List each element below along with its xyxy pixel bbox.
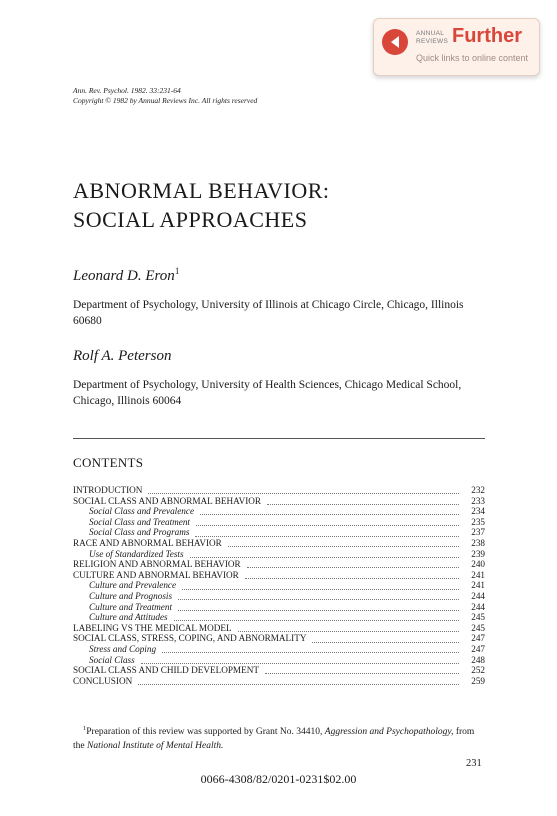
toc-entry[interactable] <box>73 612 485 623</box>
citation-journal: Ann. Rev. Psychol. 1982. 33:231-64 <box>73 86 181 95</box>
footnote-text-a: Preparation of this review was supported by Grant No. 34410, <box>86 727 325 738</box>
toc-leader-dots <box>182 582 459 590</box>
toc-entry-label: Use of Standardized Tests <box>89 548 184 559</box>
toc-entry[interactable] <box>73 496 485 507</box>
toc-entry-label: Social Class and Programs <box>89 527 190 538</box>
toc-entry[interactable] <box>73 517 485 528</box>
toc-leader-dots <box>247 560 459 568</box>
banner-annual-text: ANNUAL <box>416 30 445 37</box>
toc-entry-label: INTRODUCTION <box>73 485 143 495</box>
toc-entry[interactable] <box>73 485 485 496</box>
toc-entry[interactable] <box>73 644 485 655</box>
toc-leader-dots <box>228 539 459 547</box>
author-1 <box>73 266 179 285</box>
toc-entry[interactable] <box>73 655 485 666</box>
toc-entry[interactable] <box>73 591 485 602</box>
toc-entry-page: 238 <box>471 537 485 548</box>
toc-leader-dots <box>178 603 459 611</box>
toc-entry-page: 235 <box>471 516 485 527</box>
toc-leader-dots <box>190 550 459 558</box>
toc-entry-page: 234 <box>471 506 485 517</box>
toc-leader-dots <box>178 592 459 600</box>
toc-entry-label: SOCIAL CLASS, STRESS, COPING, AND ABNORMALITY <box>73 633 307 644</box>
footnote-text-b: from the <box>73 727 475 752</box>
toc-entry[interactable] <box>73 527 485 538</box>
toc-entry-page: 245 <box>471 612 485 623</box>
toc-entry-label: SOCIAL CLASS AND CHILD DEVELOPMENT <box>73 665 259 676</box>
toc-entry[interactable] <box>73 570 485 581</box>
footnote-mark: 1 <box>83 725 87 732</box>
toc-entry[interactable] <box>73 549 485 560</box>
page-number: 231 <box>466 758 482 769</box>
toc-entry-page: 240 <box>471 559 485 570</box>
toc-leader-dots <box>162 645 459 653</box>
toc-entry-label: Social Class and Treatment <box>89 516 190 527</box>
author-2 <box>73 348 171 365</box>
banner-small-label <box>416 30 448 46</box>
toc-entry[interactable] <box>73 580 485 591</box>
toc-entry-page: 245 <box>471 622 485 633</box>
toc-entry-label: CONCLUSION <box>73 675 133 686</box>
toc-entry-label: Culture and Treatment <box>89 601 173 612</box>
toc-entry-page: 244 <box>471 601 485 612</box>
toc-leader-dots <box>141 656 459 664</box>
toc-entry-label: LABELING VS THE MEDICAL MODEL <box>73 622 232 633</box>
toc-entry[interactable] <box>73 665 485 676</box>
citation-copyright: Copyright © 1982 by Annual Reviews Inc. All rights reserved <box>73 96 258 105</box>
toc-entry-label: RACE AND ABNORMAL BEHAVIOR <box>73 537 222 548</box>
contents-heading: CONTENTS <box>73 455 144 470</box>
toc-entry[interactable] <box>73 633 485 644</box>
toc-entry[interactable] <box>73 623 485 634</box>
toc-entry-label: RELIGION AND ABNORMAL BEHAVIOR <box>73 559 241 570</box>
toc-entry-label: Culture and Prognosis <box>89 590 173 601</box>
toc-entry-label: CULTURE AND ABNORMAL BEHAVIOR <box>73 569 239 580</box>
article-code: 0066-4308/82/0201-0231$02.00 <box>200 772 357 786</box>
toc-entry-label: Culture and Attitudes <box>89 612 168 623</box>
toc-leader-dots <box>174 613 459 621</box>
table-of-contents <box>73 485 485 686</box>
toc-entry[interactable] <box>73 506 485 517</box>
toc-entry-page: 244 <box>471 590 485 601</box>
toc-entry-label: Social Class <box>89 654 135 665</box>
article-title <box>73 176 330 234</box>
toc-entry-page: 248 <box>471 654 485 665</box>
citation <box>73 86 257 106</box>
title-line-2: SOCIAL APPROACHES <box>73 207 308 232</box>
toc-entry-label: Culture and Prevalence <box>89 580 177 591</box>
toc-leader-dots <box>265 666 459 674</box>
banner-reviews-text: REVIEWS <box>416 38 449 45</box>
toc-entry-page: 247 <box>471 643 485 654</box>
toc-entry-page: 237 <box>471 527 485 538</box>
footnote-mark: 1 <box>174 266 180 276</box>
toc-entry-page: 259 <box>471 675 485 686</box>
toc-entry-page: 241 <box>471 569 485 580</box>
toc-leader-dots <box>312 635 459 643</box>
toc-entry-page: 239 <box>471 548 485 559</box>
toc-entry[interactable] <box>73 559 485 570</box>
toc-entry-page: 247 <box>471 633 485 644</box>
footnote-italic-b: National Institute of Mental Health. <box>86 741 224 752</box>
author-name: Leonard D. Eron <box>73 268 175 284</box>
toc-entry[interactable] <box>73 676 485 687</box>
footnote <box>73 722 485 753</box>
toc-leader-dots <box>238 624 459 632</box>
toc-entry-label: Social Class and Prevalence <box>89 506 195 517</box>
toc-leader-dots <box>245 571 459 579</box>
banner-further-text: Further <box>452 25 522 47</box>
banner-quick-links-text[interactable]: Quick links to online content <box>416 53 529 63</box>
toc-entry[interactable] <box>73 538 485 549</box>
toc-entry-page: 252 <box>471 665 485 676</box>
toc-leader-dots <box>148 486 459 494</box>
toc-entry-label: Stress and Coping <box>89 643 157 654</box>
toc-entry-page: 232 <box>471 485 485 495</box>
toc-leader-dots <box>267 497 459 505</box>
toc-entry-page: 241 <box>471 580 485 591</box>
toc-leader-dots <box>196 518 459 526</box>
toc-leader-dots <box>195 529 459 537</box>
section-divider <box>73 438 485 439</box>
footnote-italic-a: Aggression and Psychopathology, <box>324 727 454 738</box>
toc-leader-dots <box>138 677 459 685</box>
title-line-1: ABNORMAL BEHAVIOR: <box>73 178 330 203</box>
author-name: Rolf A. Peterson <box>73 348 172 364</box>
toc-leader-dots <box>200 507 459 515</box>
author-1-affiliation: Department of Psychology, University of Illinois at Chicago Circle, Chicago, Illinois 60680 <box>73 299 464 327</box>
toc-entry-page: 233 <box>471 495 485 506</box>
author-2-affiliation: Department of Psychology, University of Health Sciences, Chicago Medical School, Chicago, Illinois 60064 <box>73 379 462 407</box>
annual-reviews-further-banner[interactable] <box>373 18 540 76</box>
play-arrow-icon <box>382 29 408 55</box>
toc-entry-label: SOCIAL CLASS AND ABNORMAL BEHAVIOR <box>73 495 262 506</box>
toc-entry[interactable] <box>73 602 485 613</box>
